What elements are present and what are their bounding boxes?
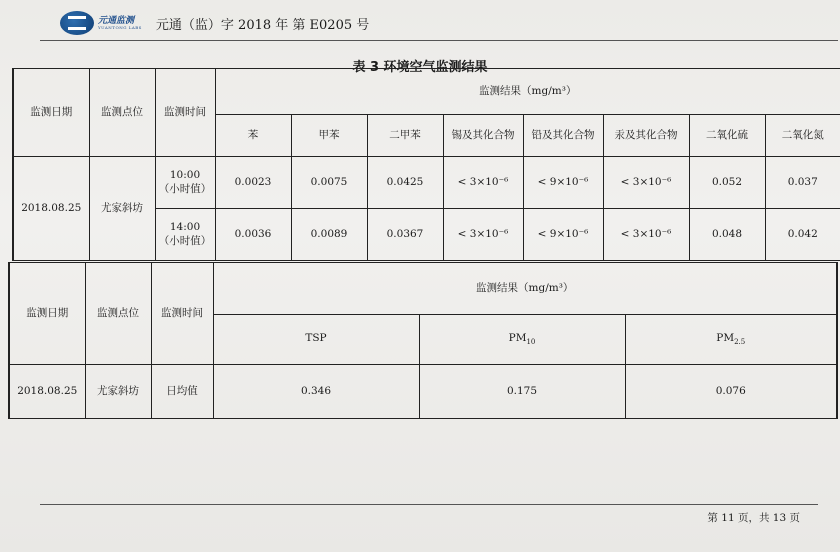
time-note: （小时值） xyxy=(158,234,212,247)
header-results: 监测结果（mg/m³） xyxy=(213,263,837,315)
table-row xyxy=(13,157,840,209)
cell-value: 0.037 xyxy=(765,157,840,209)
cell-value: 0.0425 xyxy=(367,157,443,209)
pollutant-pm10 xyxy=(419,315,625,365)
header-location: 监测点位 xyxy=(85,263,151,365)
monitoring-table-1 xyxy=(12,68,840,261)
logo-name: 元通监测 xyxy=(98,15,135,26)
pollutant-subscript: 2.5 xyxy=(734,338,746,347)
cell-value: 0.0367 xyxy=(367,209,443,261)
header-results: 监测结果（mg/m³） xyxy=(215,69,840,115)
logo-emblem-icon xyxy=(60,11,94,35)
cell-date: 2018.08.25 xyxy=(9,365,85,419)
cell-time xyxy=(155,157,215,209)
cell-value: < 9×10⁻⁶ xyxy=(523,209,603,261)
time-value: 10:00 xyxy=(169,169,201,182)
table-title: 表 3 环境空气监测结果 xyxy=(352,60,488,75)
pollutant-mercury: 汞及其化合物 xyxy=(603,115,689,157)
pollutant-xylene: 二甲苯 xyxy=(367,115,443,157)
cell-value: 0.0089 xyxy=(291,209,367,261)
pollutant-pm25 xyxy=(625,315,837,365)
pollutant-benzene: 苯 xyxy=(215,115,291,157)
cell-value: 0.048 xyxy=(689,209,765,261)
pollutant-label: TSP xyxy=(305,332,327,345)
pollutant-so2: 二氧化硫 xyxy=(689,115,765,157)
pollutant-no2: 二氧化氮 xyxy=(765,115,840,157)
header-location: 监测点位 xyxy=(89,69,155,157)
cell-value: 0.0036 xyxy=(215,209,291,261)
time-note: （小时值） xyxy=(158,182,212,195)
cell-value: 0.346 xyxy=(213,365,419,419)
cell-value: < 3×10⁻⁶ xyxy=(443,209,523,261)
pollutant-subscript: 10 xyxy=(526,338,536,347)
pollutant-lead: 铅及其化合物 xyxy=(523,115,603,157)
cell-value: < 3×10⁻⁶ xyxy=(603,209,689,261)
cell-value: 0.0075 xyxy=(291,157,367,209)
page-header xyxy=(60,8,369,38)
pollutant-label: PM xyxy=(716,332,735,345)
header-date: 监测日期 xyxy=(9,263,85,365)
page-number: 第 11 页，共 13 页 xyxy=(707,512,800,524)
cell-time xyxy=(155,209,215,261)
company-logo xyxy=(60,11,142,35)
table-row xyxy=(9,365,837,419)
cell-value: < 3×10⁻⁶ xyxy=(603,157,689,209)
cell-location: 尤家斜坊 xyxy=(85,365,151,419)
cell-value: < 9×10⁻⁶ xyxy=(523,157,603,209)
footer-rule xyxy=(40,504,818,505)
cell-value: 0.175 xyxy=(419,365,625,419)
logo-subtitle: YUANTONG LABS xyxy=(98,24,142,30)
time-value: 14:00 xyxy=(169,221,201,234)
pollutant-tin: 锡及其化合物 xyxy=(443,115,523,157)
cell-value: < 3×10⁻⁶ xyxy=(443,157,523,209)
cell-value: 0.042 xyxy=(765,209,840,261)
cell-date: 2018.08.25 xyxy=(13,157,89,261)
header-time: 监测时间 xyxy=(151,263,213,365)
pollutant-tsp xyxy=(213,315,419,365)
monitoring-table-2 xyxy=(8,262,838,419)
header-rule xyxy=(40,40,838,41)
cell-value: 0.0023 xyxy=(215,157,291,209)
cell-time: 日均值 xyxy=(151,365,213,419)
header-date: 监测日期 xyxy=(13,69,89,157)
pollutant-toluene: 甲苯 xyxy=(291,115,367,157)
pollutant-label: PM xyxy=(508,332,527,345)
cell-value: 0.052 xyxy=(689,157,765,209)
cell-value: 0.076 xyxy=(625,365,837,419)
header-time: 监测时间 xyxy=(155,69,215,157)
cell-location: 尤家斜坊 xyxy=(89,157,155,261)
document-number: 元通（监）字 2018 年 第 E0205 号 xyxy=(155,17,370,33)
